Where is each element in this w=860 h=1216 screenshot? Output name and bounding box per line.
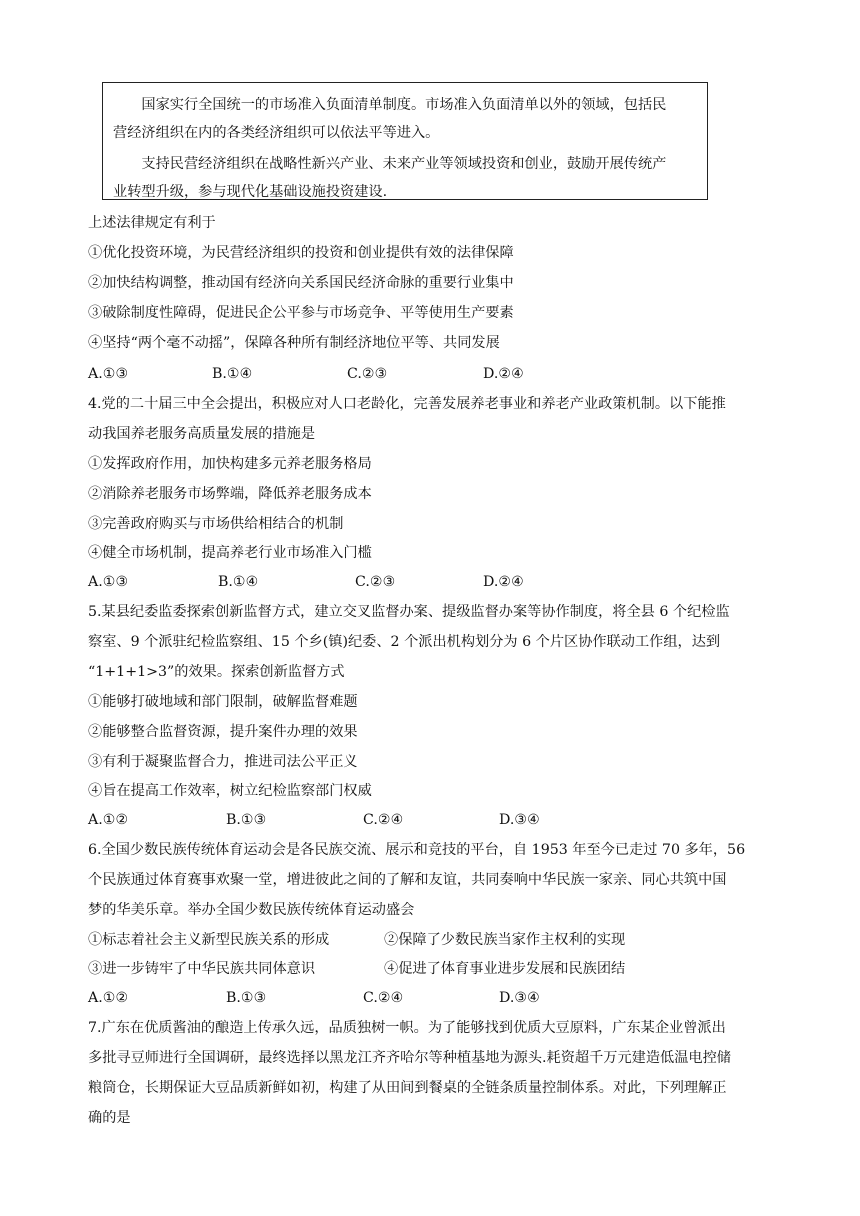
q4-stem-line-2: 动我国养老服务高质量发展的措施是 [88, 426, 316, 442]
q6-option-b: B.①③ [226, 990, 267, 1006]
quote-line-4: 业转型升级，参与现代化基础设施投资建设. [113, 184, 388, 200]
q3-option-b: B.①④ [212, 366, 253, 382]
q5-option-c: C.②④ [363, 812, 404, 828]
q7-stem-line-2: 多批寻豆师进行全国调研，最终选择以黑龙江齐齐哈尔等种植基地为源头.耗资超千万元建造低温电控储 [88, 1050, 731, 1066]
q5-item-2: ②能够整合监督资源，提升案件办理的效果 [88, 724, 358, 740]
quote-line-2: 营经济组织在内的各类经济组织可以依法平等进入。 [113, 125, 440, 141]
q4-item-2: ②消除养老服务市场弊端，降低养老服务成本 [88, 486, 372, 502]
q5-item-1: ①能够打破地域和部门限制，破解监督难题 [88, 694, 358, 710]
q3-item-2: ②加快结构调整，推动国有经济向关系国民经济命脉的重要行业集中 [88, 275, 514, 291]
q7-stem-line-4: 确的是 [88, 1110, 131, 1126]
q4-stem-line-1: 4.党的二十届三中全会提出，积极应对人口老龄化，完善发展养老事业和养老产业政策机制。以下能推 [88, 396, 726, 412]
q6-stem-line-3: 梦的华美乐章。举办全国少数民族传统体育运动盛会 [88, 902, 415, 918]
q6-stem-line-2: 个民族通过体育赛事欢聚一堂，增进彼此之间的了解和友谊，共同奏响中华民族一家亲、同心共筑中国 [88, 872, 727, 888]
q6-stem-line-1: 6.全国少数民族传统体育运动会是各民族交流、展示和竞技的平台，自 1953 年至今已走过 70 多年，56 [88, 842, 746, 858]
quote-line-3: 支持民营经济组织在战略性新兴产业、未来产业等领域投资和创业，鼓励开展传统产 [113, 156, 667, 172]
q6-option-c: C.②④ [363, 990, 404, 1006]
q4-option-a: A.①③ [88, 574, 129, 590]
q3-option-c: C.②③ [347, 366, 388, 382]
quote-box [102, 82, 708, 200]
q4-item-1: ①发挥政府作用，加快构建多元养老服务格局 [88, 456, 372, 472]
q6-item-1: ①标志着社会主义新型民族关系的形成 [88, 932, 330, 948]
q4-item-4: ④健全市场机制，提高养老行业市场准入门槛 [88, 545, 372, 561]
q3-stem: 上述法律规定有利于 [88, 215, 216, 231]
q3-option-a: A.①③ [88, 366, 129, 382]
q5-stem-line-2: 察室、9 个派驻纪检监察组、15 个乡(镇)纪委、2 个派出机构划分为 6 个片区协作联动工作组，达到 [88, 634, 721, 650]
q6-item-2: ②保障了少数民族当家作主权利的实现 [384, 932, 626, 948]
q4-option-d: D.②④ [483, 574, 524, 590]
q4-item-3: ③完善政府购买与市场供给相结合的机制 [88, 516, 344, 532]
q5-option-d: D.③④ [499, 812, 540, 828]
q5-option-b: B.①③ [226, 812, 267, 828]
q7-stem-line-3: 粮筒仓，长期保证大豆品质新鲜如初，构建了从田间到餐桌的全链条质量控制体系。对此，下列理解正 [88, 1080, 727, 1096]
q7-stem-line-1: 7.广东在优质酱油的酿造上传承久远，品质独树一帜。为了能够找到优质大豆原料，广东某企业曾派出 [88, 1020, 726, 1036]
q5-item-4: ④旨在提高工作效率，树立纪检监察部门权威 [88, 783, 372, 799]
q3-item-4: ④坚持“两个毫不动摇”，保障各种所有制经济地位平等、共同发展 [88, 335, 500, 351]
quote-line-1: 国家实行全国统一的市场准入负面清单制度。市场准入负面清单以外的领域，包括民 [113, 97, 667, 113]
q5-option-a: A.①② [88, 812, 129, 828]
q5-item-3: ③有利于凝聚监督合力，推进司法公平正义 [88, 754, 358, 770]
q3-item-1: ①优化投资环境，为民营经济组织的投资和创业提供有效的法律保障 [88, 245, 514, 261]
q5-stem-line-3: “1+1+1>3”的效果。探索创新监督方式 [88, 664, 345, 680]
q6-option-d: D.③④ [499, 990, 540, 1006]
q6-item-3: ③进一步铸牢了中华民族共同体意识 [88, 961, 316, 977]
q5-stem-line-1: 5.某县纪委监委探索创新监督方式，建立交叉监督办案、提级监督办案等协作制度，将全县 6 个纪检监 [88, 604, 730, 620]
q6-option-a: A.①② [88, 990, 129, 1006]
q3-option-d: D.②④ [483, 366, 524, 382]
q4-option-c: C.②③ [355, 574, 396, 590]
q3-item-3: ③破除制度性障碍，促进民企公平参与市场竞争、平等使用生产要素 [88, 305, 514, 321]
q4-option-b: B.①④ [218, 574, 259, 590]
q6-item-4: ④促进了体育事业进步发展和民族团结 [384, 961, 626, 977]
